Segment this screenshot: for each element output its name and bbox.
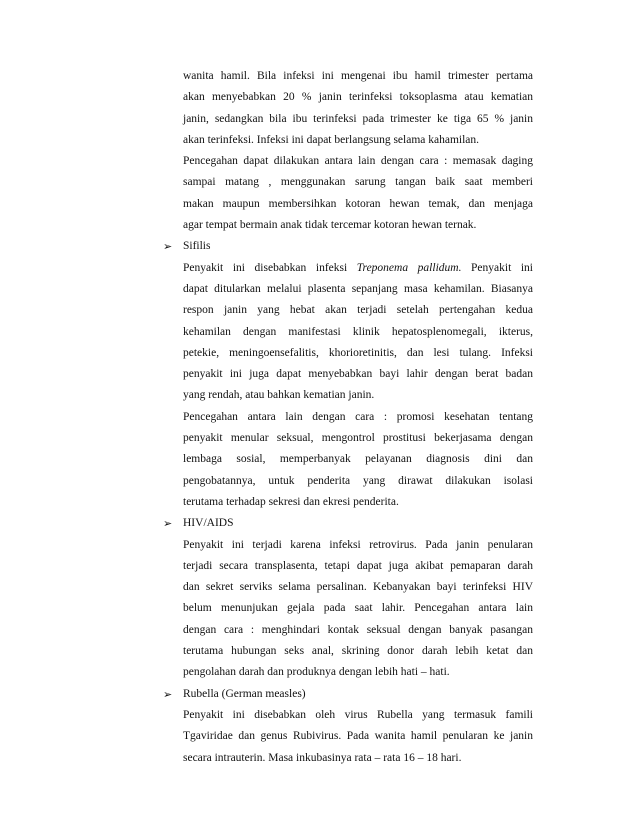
text-line: yang rendah, atau bahkan kematian janin. — [183, 389, 375, 402]
text-line: respon janin yang hebat akan terjadi setelah pertengahan kedua — [183, 304, 533, 317]
arrowhead-bullet-icon: ➢ — [163, 240, 173, 254]
text-line: lembaga sosial, memperbanyak pelayanan diagnosis dini dan — [183, 453, 533, 466]
text-line: pengolahan darah dan produknya dengan lebih hati – hati. — [183, 666, 450, 679]
text-line: penyakit menular seksual, mengontrol prostitusi bekerjasama dengan — [183, 432, 533, 445]
hiv-paragraph — [163, 535, 533, 684]
species-name: Treponema pallidum. — [356, 261, 462, 274]
rubella-paragraph — [163, 705, 533, 769]
section-heading-sifilis — [163, 236, 533, 257]
intro-paragraph — [163, 66, 533, 236]
section-heading-hiv — [163, 513, 533, 534]
text-line: terjadi secara transplasenta, tetapi dapat juga akibat pemaparan darah — [183, 559, 533, 572]
text-line: belum menunjukan gejala pada saat lahir. Pencegahan antara lain — [183, 602, 533, 615]
text-line: makan maupun membersihkan kotoran hewan temak, dan menjaga — [183, 197, 533, 210]
text-line: akan menyebabkan 20 % janin terinfeksi toksoplasma atau kematian — [183, 91, 533, 104]
text-run: Penyakit ini — [461, 261, 534, 274]
text-line: sampai matang , menggunakan sarung tangan baik saat memberi — [183, 176, 533, 189]
section-title-rubella: Rubella (German measles) — [183, 687, 306, 700]
text-line: Penyakit ini disebabkan oleh virus Rubella yang termasuk famili — [183, 708, 533, 721]
text-line: janin, sedangkan bila ibu terinfeksi pada trimester ke tiga 65 % janin — [183, 112, 533, 125]
arrowhead-bullet-icon: ➢ — [163, 517, 173, 531]
text-line: penyakit ini juga dapat menyebabkan bayi lahir dengan berat badan — [183, 368, 533, 381]
text-line: kehamilan dengan manifestasi klinik hepatosplenomegali, ikterus, — [183, 325, 533, 338]
page-content — [163, 66, 533, 769]
text-line: wanita hamil. Bila infeksi ini mengenai ibu hamil trimester pertama — [183, 70, 533, 82]
arrowhead-bullet-icon: ➢ — [163, 687, 173, 701]
text-line: dan sekret serviks selama persalinan. Kebanyakan bayi terinfeksi HIV — [183, 581, 533, 594]
sifilis-lines — [183, 279, 533, 513]
text-line: akan terinfeksi. Infeksi ini dapat berlangsung selama kahamilan. — [183, 133, 480, 146]
section-title-sifilis: Sifilis — [183, 240, 211, 253]
text-line: dengan cara : menghindari kontak seksual dengan banyak pasangan — [183, 623, 533, 636]
text-line: Pencegahan antara lain dengan cara : promosi kesehatan tentang — [183, 410, 533, 423]
text-line: Penyakit ini terjadi karena infeksi retrovirus. Pada janin penularan — [183, 538, 533, 551]
section-heading-rubella — [163, 684, 533, 705]
text-run: Penyakit ini disebabkan infeksi — [183, 261, 357, 274]
sifilis-paragraph — [163, 258, 533, 514]
text-line: petekie, meningoensefalitis, khorioretinitis, dan lesi tulang. Infeksi — [183, 346, 533, 359]
section-title-hiv: HIV/AIDS — [183, 517, 234, 530]
text-line: agar tempat bermain anak tidak tercemar kotoran hewan ternak. — [183, 219, 477, 232]
text-line: pengobatannya, untuk penderita yang dirawat dilakukan isolasi — [183, 474, 533, 487]
sifilis-first-line — [183, 258, 533, 279]
text-line: Pencegahan dapat dilakukan antara lain dengan cara : memasak daging — [183, 155, 533, 168]
text-line: terutama terhadap sekresi dan ekresi penderita. — [183, 495, 399, 508]
text-line: Tgaviridae dan genus Rubivirus. Pada wanita hamil penularan ke janin — [183, 730, 533, 743]
text-line: terutama hubungan seks anal, skrining donor darah lebih ketat dan — [183, 645, 533, 658]
text-line: secara intrauterin. Masa inkubasinya rata – rata 16 – 18 hari. — [183, 751, 462, 764]
text-line: dapat ditularkan melalui plasenta sepanjang masa kehamilan. Biasanya — [183, 282, 533, 295]
